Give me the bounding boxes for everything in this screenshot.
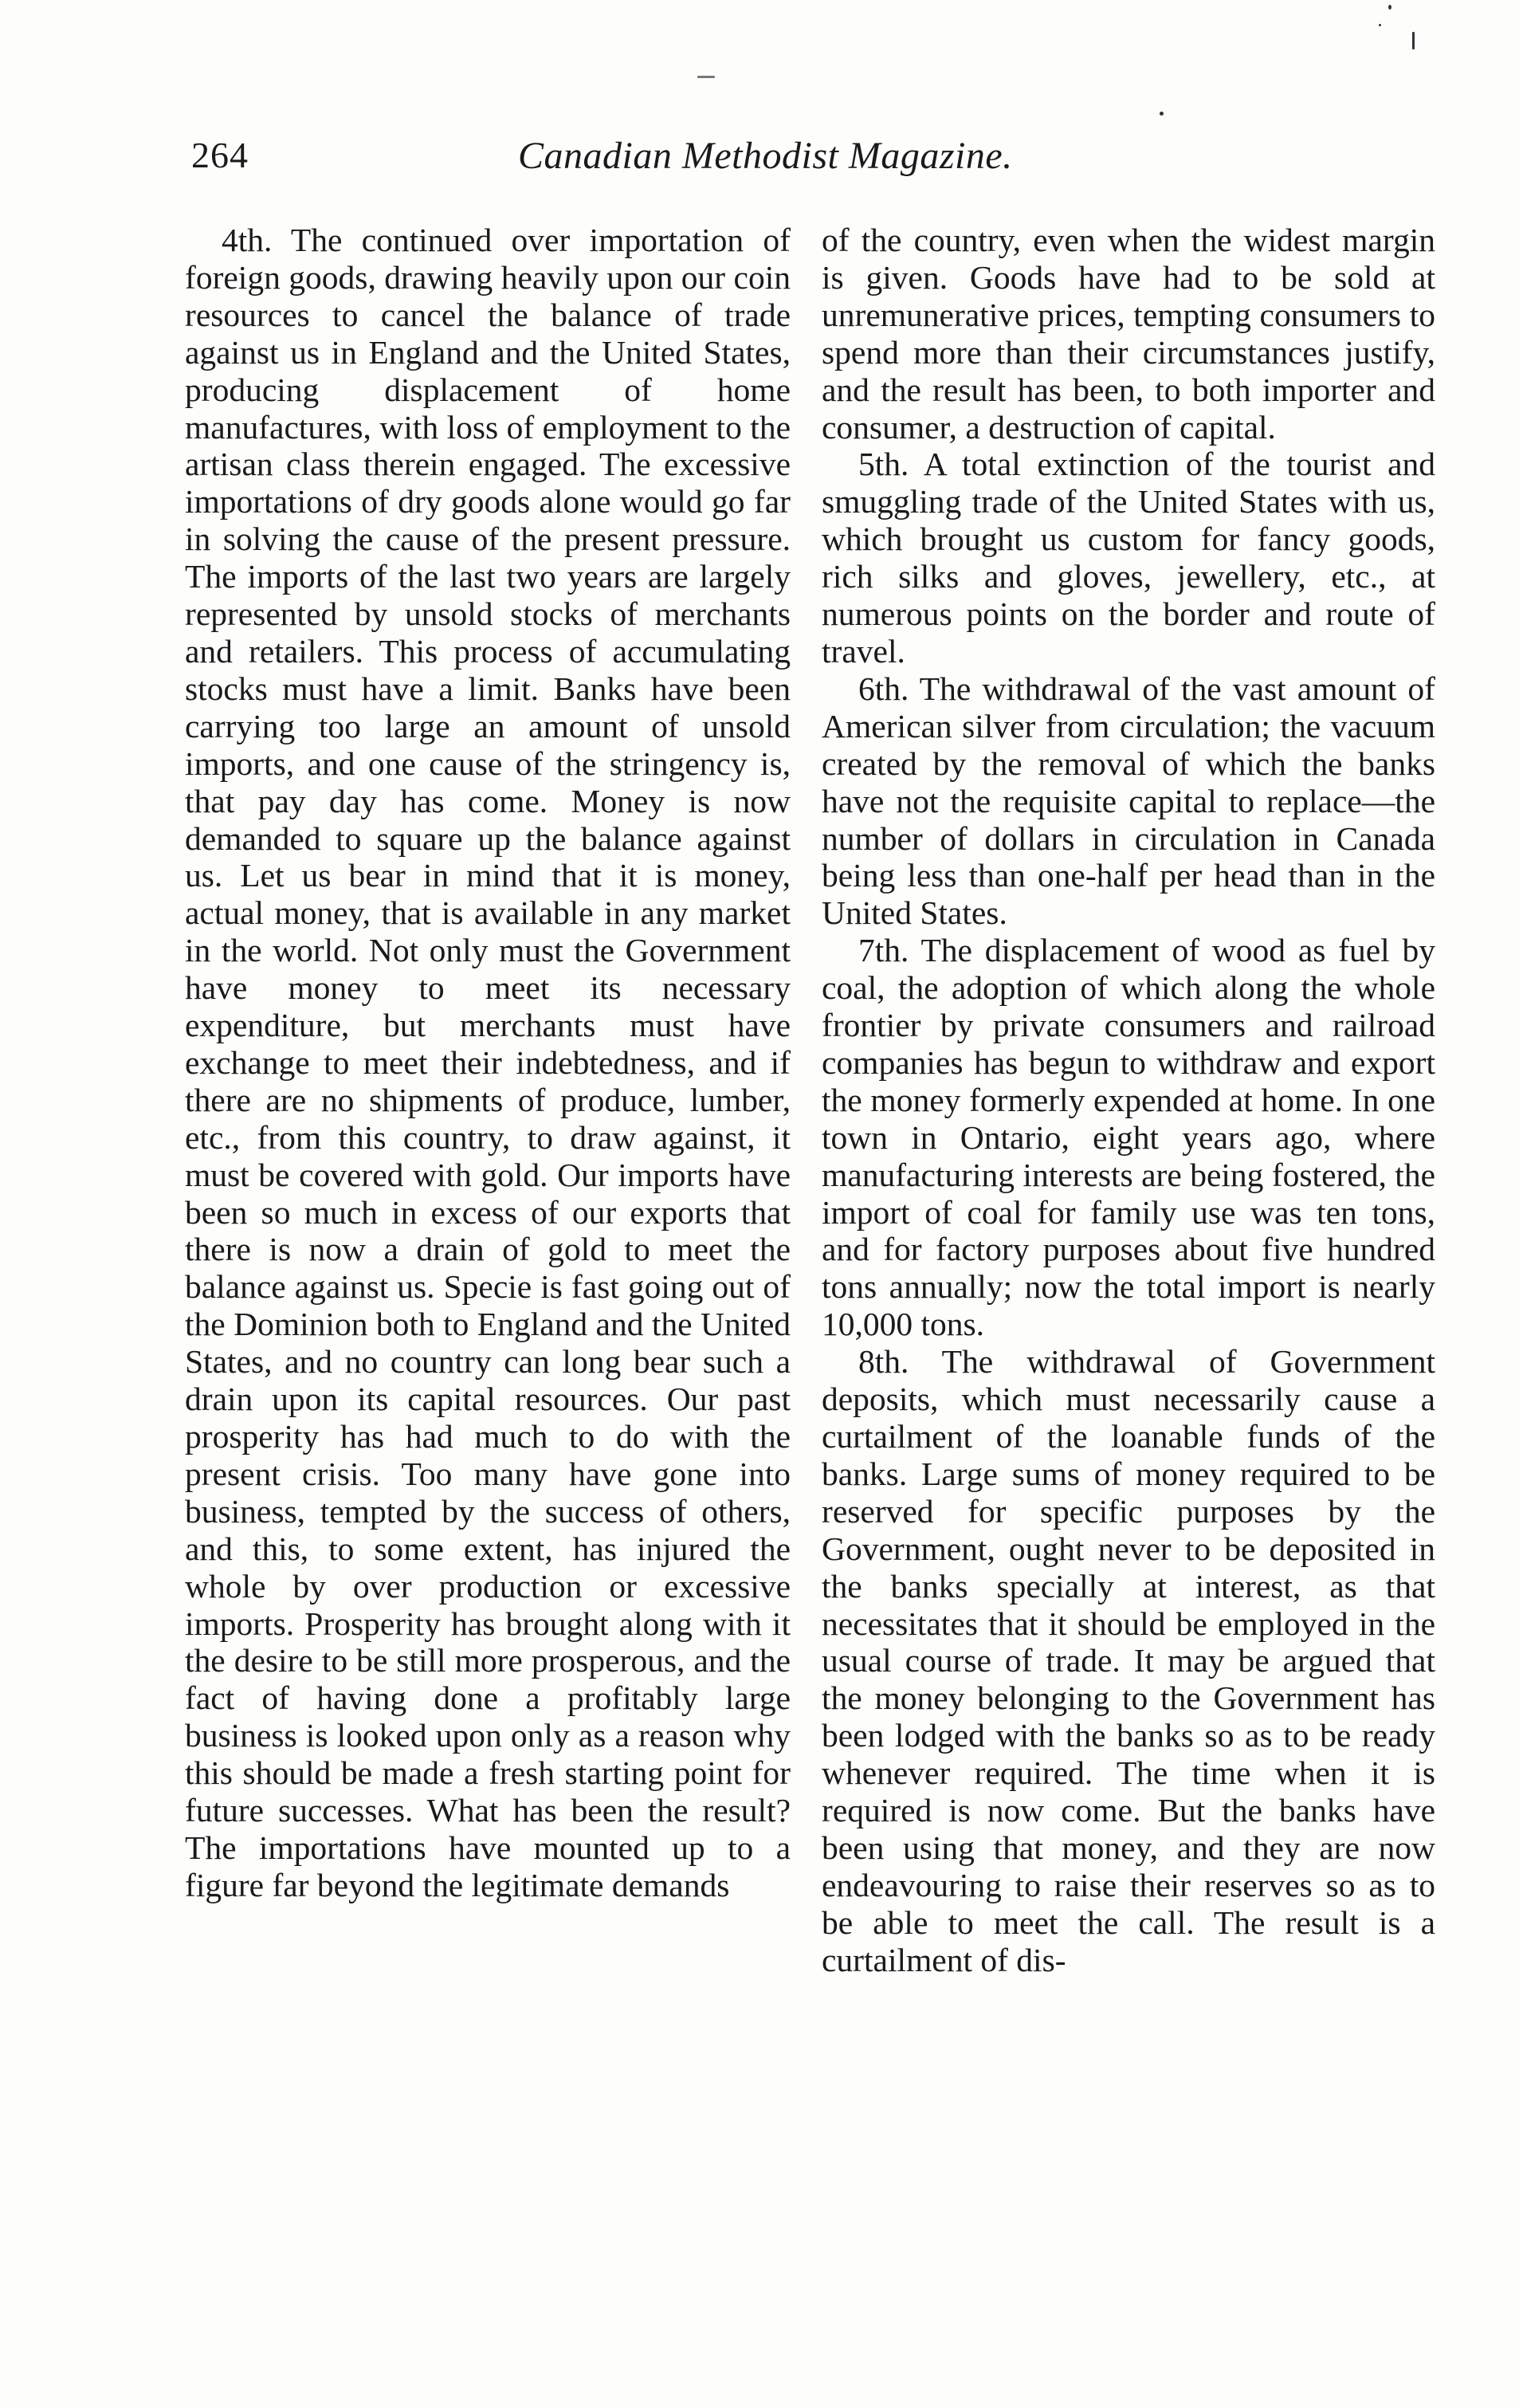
print-speck bbox=[1160, 112, 1164, 116]
paragraph-8th: 8th. The withdrawal of Government deposits, which must necessarily cause a curtailment of the loanable funds of the banks. Large sums of money required to be reserved for specific purposes by the Government, ought never to be deposited in the banks specially at interest, as that necessitates that it should be employed in the usual course of trade. It may be argued that the money belonging to the Government has been lodged with the banks so as to be ready whenever required. The time when it is required is now come. But the banks have been using that money, and they are now endeavouring to raise their reserves so as to be able to meet the call. The result is a curtailment of dis- bbox=[822, 1343, 1435, 1978]
paragraph-6th: 6th. The withdrawal of the vast amount of American silver from circulation; the vacuum created by the removal of which the banks have not the requisite capital to replace—the number of dollars in circulation in Canada being less than one-half per head than in the United States. bbox=[822, 670, 1435, 932]
print-speck bbox=[1388, 5, 1391, 10]
paragraph-5th: 5th. A total extinction of the tourist and smuggling trade of the United States with us, which brought us custom for fancy goods, rich silks and gloves, jewellery, etc., at numerous points on the border and route of travel. bbox=[822, 446, 1435, 670]
paragraph-7th: 7th. The displacement of wood as fuel by coal, the adoption of which along the whole frontier by private consumers and railroad companies has begun to withdraw and export the money formerly expended at home. In one town in Ontario, eight years ago, where manufacturing interests are being fostered, the import of coal for family use was ten tons, and for factory purposes about five hundred tons annually; now the total import is nearly 10,000 tons. bbox=[822, 932, 1435, 1343]
page-number: 264 bbox=[191, 135, 249, 175]
print-speck bbox=[1379, 24, 1381, 26]
running-title: Canadian Methodist Magazine. bbox=[518, 135, 1013, 177]
print-speck bbox=[697, 76, 715, 78]
paragraph-4th: 4th. The continued over importation of foreign goods, drawing heavily upon our coin resources to cancel the balance of trade against us in England and the United States, producing displacement of home manufactures, with loss of employment to the artisan class therein engaged. The excessive importations of dry goods alone would go far in solving the cause of the present pressure. The imports of the last two years are largely represented by unsold stocks of merchants and retailers. This process of accumulating stocks must have a limit. Banks have been carrying too large an amount of unsold imports, and one cause of the stringency is, that pay day has come. Money is now demanded to square up the balance against us. Let us bear in mind that it is money, actual money, that is available in any market in the world. Not only must the Government have money to meet its necessary expenditure, but merchants must have exchange to meet their indebtedness, and if there are no shipments of produce, lumber, etc., from this country, to draw against, it must be covered with gold. Our imports have been so much in excess of our exports that there is now a drain of gold to meet the balance against us. Specie is fast going out of the Dominion both to England and the United States, and no country can long bear such a drain upon its capital resources. Our past prosperity has had much to do with the present crisis. Too many have gone into business, tempted by the success of others, and this, to some extent, has injured the whole by over production or excessive imports. Prosperity has brought along with it the desire to be still more prosperous, and the fact of having done a profitably large business is looked upon only as a reason why this should be made a fresh starting point for future successes. What has been the result? The importations have mounted up to a figure far beyond the legitimate demands bbox=[185, 222, 791, 1903]
right-column bbox=[822, 222, 1435, 1979]
page-header bbox=[191, 134, 1339, 190]
print-speck bbox=[1412, 32, 1415, 49]
left-column bbox=[185, 222, 791, 1904]
paragraph-continuation: of the country, even when the widest margin is given. Goods have had to be sold at unremunerative prices, tempting consumers to spend more than their circumstances justify, and the result has been, to both importer and consumer, a destruction of capital. bbox=[822, 222, 1435, 446]
